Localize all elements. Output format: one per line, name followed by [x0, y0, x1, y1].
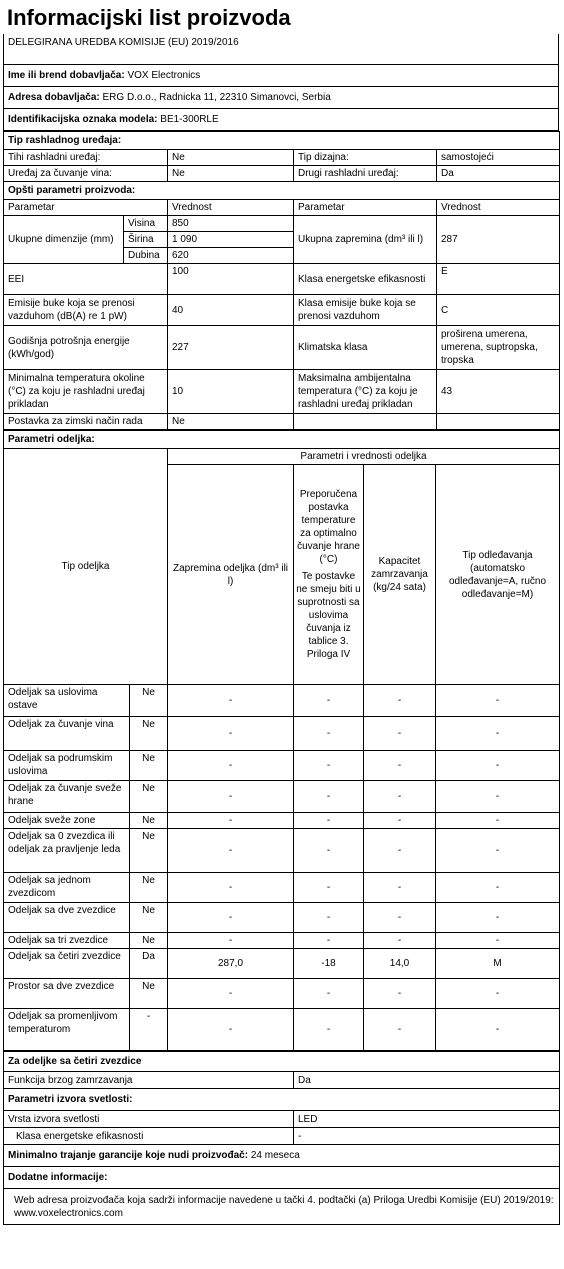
compartment-defrost-type: - [436, 813, 560, 829]
compartment-temperature: - [294, 829, 364, 873]
model-label: Identifikacijska oznaka modela: [8, 114, 158, 125]
compartment-row [4, 829, 560, 873]
compartment-name: Odeljak sveže zone [4, 813, 130, 829]
compartment-present: Ne [130, 717, 168, 751]
compartment-row [4, 1009, 560, 1051]
supplier-address-value: ERG D.o.o., Radnicka 11, 22310 Simanovci, Serbia [102, 92, 331, 103]
compartment-present: - [130, 1009, 168, 1051]
compartment-volume: - [168, 903, 294, 933]
compartment-name: Odeljak sa tri zvezdice [4, 933, 130, 949]
warranty-row [4, 1145, 560, 1167]
compartment-temperature: - [294, 717, 364, 751]
compartment-temperature: - [294, 751, 364, 781]
compartment-row [4, 781, 560, 813]
compartment-defrost-type: - [436, 979, 560, 1009]
compartment-defrost-type: - [436, 685, 560, 717]
eei-label: EEI [4, 264, 168, 295]
noise-label: Emisije buke koja se prenosi vazduhom (dB(A) re 1 pW) [4, 295, 168, 326]
compartment-volume: 287,0 [168, 949, 294, 979]
empty-cell [294, 414, 437, 430]
compartment-defrost-type: - [436, 717, 560, 751]
additional-heading: Dodatne informacije: [4, 1167, 560, 1189]
fast-freeze-label: Funkcija brzog zamrzavanja [4, 1072, 294, 1089]
general-table [3, 131, 560, 430]
type-label-3: Uređaj za čuvanje vina: [4, 166, 168, 182]
freeze-capacity-header: Kapacitet zamrzavanja (kg/24 sata) [364, 465, 436, 685]
type-value-1: Ne [168, 150, 294, 166]
compartment-name: Odeljak sa podrumskim uslovima [4, 751, 130, 781]
compartment-freeze-capacity: 14,0 [364, 949, 436, 979]
type-heading: Tip rashladnog uređaja: [4, 132, 560, 150]
compartment-name: Odeljak sa dve zvezdice [4, 903, 130, 933]
compartment-present: Ne [130, 685, 168, 717]
compartment-row [4, 873, 560, 903]
noise-value: 40 [168, 295, 294, 326]
compartment-defrost-type: - [436, 873, 560, 903]
compartment-freeze-capacity: - [364, 781, 436, 813]
compartment-row [4, 903, 560, 933]
temperature-header-line-2: Te postavke ne smeju biti u suprotnosti sa uslovima čuvanja iz tablice 3. Priloga IV [296, 571, 361, 660]
supplier-address-row [4, 87, 559, 109]
compartment-freeze-capacity: - [364, 829, 436, 873]
min-temp-label: Minimalna temperatura okoline (°C) za koju je rashladni uređaj prikladan [4, 370, 168, 414]
energy-class-value: E [437, 264, 560, 295]
compartment-name: Odeljak sa uslovima ostave [4, 685, 130, 717]
volume-value: 287 [437, 216, 560, 264]
light-class-value: - [294, 1128, 560, 1145]
compartment-volume: - [168, 685, 294, 717]
height-value: 850 [168, 216, 294, 232]
compartment-volume: - [168, 979, 294, 1009]
light-type-value: LED [294, 1111, 560, 1128]
compartment-volume: - [168, 829, 294, 873]
compartment-freeze-capacity: - [364, 903, 436, 933]
compartment-name: Odeljak za čuvanje sveže hrane [4, 781, 130, 813]
compartment-temperature: - [294, 903, 364, 933]
compartment-present: Ne [130, 873, 168, 903]
compartment-present: Ne [130, 781, 168, 813]
compartment-present: Ne [130, 903, 168, 933]
compartment-freeze-capacity: - [364, 685, 436, 717]
energy-class-label: Klasa energetske efikasnosti [294, 264, 437, 295]
extra-table [3, 1051, 560, 1225]
compartment-row [4, 813, 560, 829]
supplier-name-value: VOX Electronics [127, 70, 201, 81]
compartment-freeze-capacity: - [364, 813, 436, 829]
compartment-defrost-type: - [436, 751, 560, 781]
temperature-header-line-1: Preporučena postavka temperature za optimalno čuvanje hrane (°C) [297, 489, 360, 565]
col-value-2: Vrednost [437, 200, 560, 216]
compartment-row [4, 979, 560, 1009]
width-label: Širina [124, 232, 168, 248]
compartment-temperature: -18 [294, 949, 364, 979]
height-label: Visina [124, 216, 168, 232]
warranty-label: Minimalno trajanje garancije koje nudi proizvođač: [8, 1150, 249, 1161]
compartment-temperature: - [294, 781, 364, 813]
col-param-2: Parametar [294, 200, 437, 216]
compartment-present: Ne [130, 751, 168, 781]
compartment-present: Da [130, 949, 168, 979]
min-temp-value: 10 [168, 370, 294, 414]
compartment-temperature: - [294, 1009, 364, 1051]
type-label-4: Drugi rashladni uređaj: [294, 166, 437, 182]
col-param-1: Parametar [4, 200, 168, 216]
eei-value: 100 [168, 264, 294, 295]
regulation-subtitle: DELEGIRANA UREDBA KOMISIJE (EU) 2019/2016 [3, 34, 559, 64]
compartment-freeze-capacity: - [364, 873, 436, 903]
noise-class-value: C [437, 295, 560, 326]
compartment-temperature: - [294, 813, 364, 829]
compartment-defrost-type: - [436, 933, 560, 949]
climate-class-value: proširena umerena, umerena, suptropska, tropska [437, 326, 560, 370]
compartment-volume: - [168, 751, 294, 781]
compartment-freeze-capacity: - [364, 751, 436, 781]
annual-energy-value: 227 [168, 326, 294, 370]
compartments-heading: Parametri odeljka: [4, 431, 560, 449]
dimensions-label: Ukupne dimenzije (mm) [4, 216, 124, 264]
compartment-present: Ne [130, 933, 168, 949]
compartment-freeze-capacity: - [364, 979, 436, 1009]
supplier-address-label: Adresa dobavljača: [8, 92, 100, 103]
supplier-table [3, 64, 559, 131]
compartment-temperature: - [294, 933, 364, 949]
light-class-label: Klasa energetske efikasnosti [4, 1128, 294, 1145]
page-title: Informacijski list proizvoda [7, 5, 291, 30]
compartment-freeze-capacity: - [364, 717, 436, 751]
compartment-defrost-type: - [436, 1009, 560, 1051]
winter-mode-label: Postavka za zimski način rada [4, 414, 168, 430]
model-value: BE1-300RLE [160, 114, 219, 125]
empty-cell [437, 414, 560, 430]
type-value-2: samostojeći [437, 150, 560, 166]
additional-text: Web adresa proizvođača koja sadrži informacije navedene u tački 4. podtački (a) Priloga Uredbi Komisije (EU) 2019/2019: www.voxelectronics.com [4, 1189, 560, 1225]
compartment-row [4, 949, 560, 979]
compartment-defrost-type: - [436, 781, 560, 813]
compartment-temperature: - [294, 873, 364, 903]
type-value-4: Da [437, 166, 560, 182]
supplier-name-label: Ime ili brend dobavljača: [8, 70, 125, 81]
compartment-row [4, 717, 560, 751]
volume-header: Zapremina odeljka (dm³ ili l) [168, 465, 294, 685]
compartment-defrost-type: - [436, 903, 560, 933]
depth-value: 620 [168, 248, 294, 264]
compartment-volume: - [168, 1009, 294, 1051]
compartment-volume: - [168, 781, 294, 813]
general-heading: Opšti parametri proizvoda: [4, 182, 560, 200]
defrost-type-header: Tip odleđavanja (automatsko odleđavanje=A, ručno odleđavanje=M) [436, 465, 560, 685]
supplier-name-row [4, 65, 559, 87]
compartment-freeze-capacity: - [364, 1009, 436, 1051]
light-type-label: Vrsta izvora svetlosti [4, 1111, 294, 1128]
compartment-defrost-type: - [436, 829, 560, 873]
compartment-rows [4, 685, 560, 1051]
compartment-volume: - [168, 813, 294, 829]
compartment-present: Ne [130, 829, 168, 873]
compartment-freeze-capacity: - [364, 933, 436, 949]
climate-class-label: Klimatska klasa [294, 326, 437, 370]
max-temp-value: 43 [437, 370, 560, 414]
compartment-row [4, 933, 560, 949]
fast-freeze-value: Da [294, 1072, 560, 1089]
compartment-volume: - [168, 933, 294, 949]
noise-class-label: Klasa emisije buke koja se prenosi vazduhom [294, 295, 437, 326]
compartment-temperature: - [294, 979, 364, 1009]
compartment-present: Ne [130, 979, 168, 1009]
compartments-table [3, 430, 560, 1051]
compartment-temperature: - [294, 685, 364, 717]
compartment-defrost-type: M [436, 949, 560, 979]
product-information-sheet [3, 0, 559, 1225]
winter-mode-value: Ne [168, 414, 294, 430]
type-label-1: Tihi rashladni uređaj: [4, 150, 168, 166]
temperature-header [294, 465, 364, 685]
max-temp-label: Maksimalna ambijentalna temperatura (°C) za koju je rashladni uređaj prikladan [294, 370, 437, 414]
width-value: 1 090 [168, 232, 294, 248]
annual-energy-label: Godišnja potrošnja energije (kWh/god) [4, 326, 168, 370]
compartment-name: Prostor sa dve zvezdice [4, 979, 130, 1009]
compartment-row [4, 751, 560, 781]
depth-label: Dubina [124, 248, 168, 264]
compartment-name: Odeljak za čuvanje vina [4, 717, 130, 751]
volume-label: Ukupna zapremina (dm³ ili l) [294, 216, 437, 264]
col-value-1: Vrednost [168, 200, 294, 216]
compartment-present: Ne [130, 813, 168, 829]
model-row [4, 109, 559, 131]
four-star-heading: Za odeljke sa četiri zvezdice [4, 1052, 560, 1072]
compartment-name: Odeljak sa 0 zvezdica ili odeljak za pravljenje leda [4, 829, 130, 873]
compartment-group-header: Parametri i vrednosti odeljka [168, 449, 560, 465]
compartment-name: Odeljak sa promenljivom temperaturom [4, 1009, 130, 1051]
compartment-row [4, 685, 560, 717]
light-heading: Parametri izvora svetlosti: [4, 1089, 560, 1111]
compartment-type-header: Tip odeljka [4, 449, 168, 685]
compartment-volume: - [168, 873, 294, 903]
type-label-2: Tip dizajna: [294, 150, 437, 166]
compartment-name: Odeljak sa četiri zvezdice [4, 949, 130, 979]
warranty-value: 24 meseca [250, 1150, 300, 1161]
compartment-volume: - [168, 717, 294, 751]
type-value-3: Ne [168, 166, 294, 182]
compartment-name: Odeljak sa jednom zvezdicom [4, 873, 130, 903]
